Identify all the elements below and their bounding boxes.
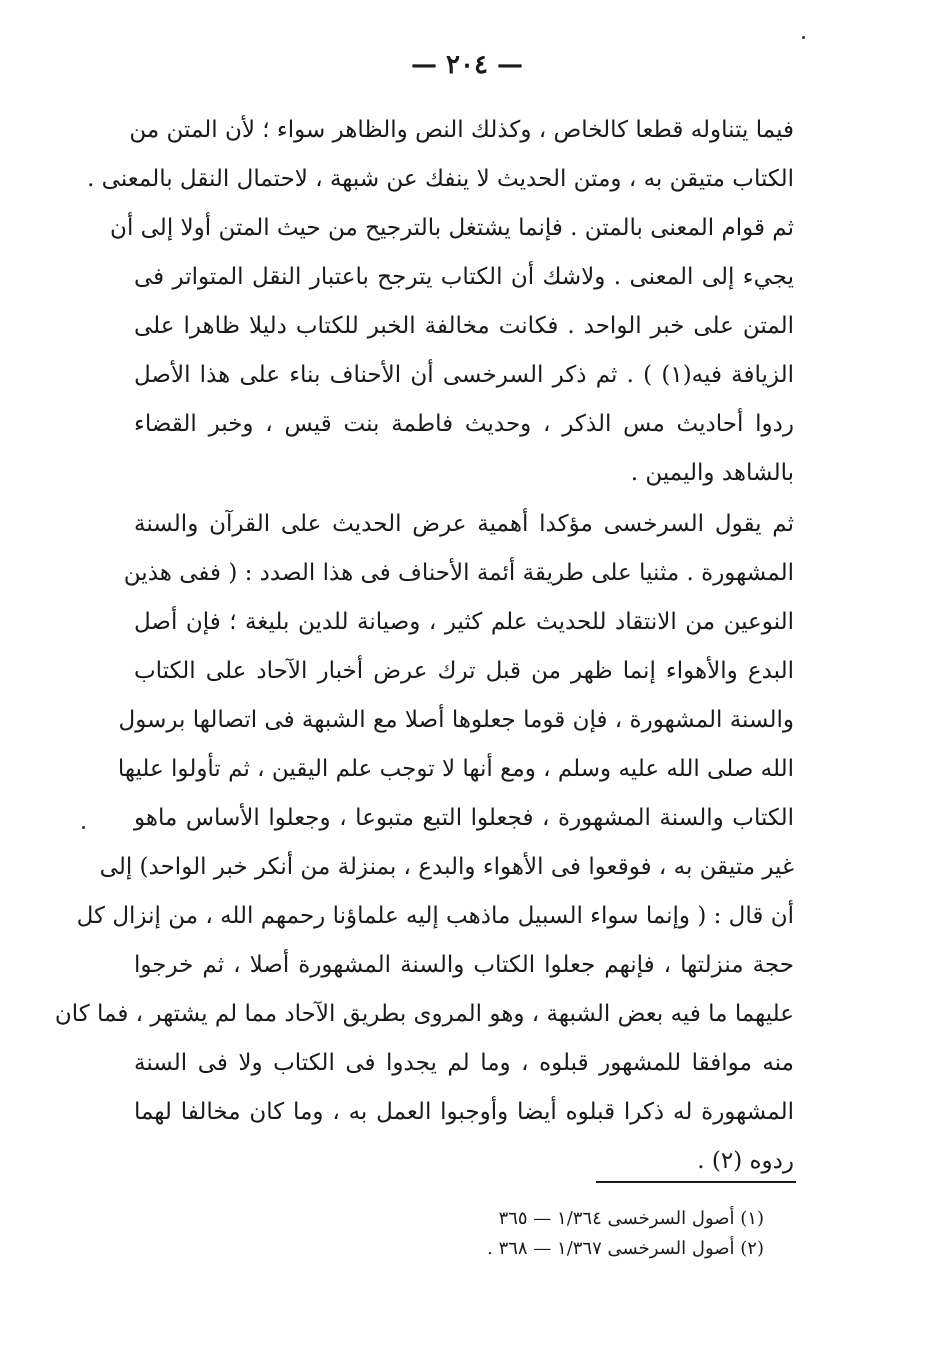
speck xyxy=(82,826,85,829)
text-line: الله صلى الله عليه وسلم ، ومع أنها لا توجب علم اليقين ، ثم تأولوا عليها xyxy=(117,756,794,782)
text-line: المتن على خبر الواحد . فكانت مخالفة الخبر للكتاب دليلا ظاهرا على xyxy=(134,313,794,339)
paragraph-2 xyxy=(54,500,794,1186)
text-line: البدع والأهواء إنما ظهر من قبل ترك عرض أخبار الآحاد على الكتاب xyxy=(134,658,794,684)
footnote: (١) أصول السرخسى ١/٣٦٤ — ٣٦٥ xyxy=(498,1208,764,1229)
text-line: الكتاب متيقن به ، ومتن الحديث لا ينفك عن شبهة ، لاحتمال النقل بالمعنى . xyxy=(87,166,794,192)
text-line: حجة منزلتها ، فإنهم جعلوا الكتاب والسنة المشهورة أصلا ، ثم خرجوا xyxy=(134,952,794,978)
text-line: بالشاهد واليمين . xyxy=(630,460,794,486)
text-line: يجيء إلى المعنى . ولاشك أن الكتاب يترجح باعتبار النقل المتواتر فى xyxy=(134,264,794,290)
text-line: الكتاب والسنة المشهورة ، فجعلوا التبع متبوعا ، وجعلوا الأساس ماهو xyxy=(134,805,794,831)
text-line: ثم قوام المعنى بالمتن . فإنما يشتغل بالترجيح من حيث المتن أولا إلى أن xyxy=(110,215,794,241)
text-line: المشهورة له ذكرا قبلوه أيضا وأوجبوا العمل به ، وما كان مخالفا لهما xyxy=(134,1099,794,1125)
paragraph-1 xyxy=(87,106,794,498)
text-line: ردوه (٢) . xyxy=(697,1148,794,1174)
text-line: الزيافة فيه(١) ) . ثم ذكر السرخسى أن الأحناف بناء على هذا الأصل xyxy=(134,362,794,388)
text-line: أن قال : ( وإنما سواء السبيل ماذهب إليه علماؤنا رحمهم الله ، من إنزال كل xyxy=(76,903,794,929)
text-line: عليهما ما فيه بعض الشبهة ، وهو المروى بطريق الآحاد مما لم يشتهر ، فما كان xyxy=(54,1001,794,1027)
page-number: — ٢٠٤ — xyxy=(410,50,524,80)
text-line: النوعين من الانتقاد للحديث علم كثير ، وصيانة للدين بليغة ؛ فإن أصل xyxy=(134,609,794,635)
footnote: (٢) أصول السرخسى ١/٣٦٧ — ٣٦٨ . xyxy=(487,1238,764,1259)
text-line: والسنة المشهورة ، فإن قوما جعلوها أصلا مع الشبهة فى اتصالها برسول xyxy=(118,707,794,733)
text-line: ثم يقول السرخسى مؤكدا أهمية عرض الحديث على القرآن والسنة xyxy=(134,511,794,537)
text-line: فيما يتناوله قطعا كالخاص ، وكذلك النص والظاهر سواء ؛ لأن المتن من xyxy=(129,117,794,143)
text-line: ردوا أحاديث مس الذكر ، وحديث فاطمة بنت قيس ، وخبر القضاء xyxy=(134,411,794,437)
text-line: غير متيقن به ، فوقعوا فى الأهواء والبدع ، بمنزلة من أنكر خبر الواحد) إلى xyxy=(99,854,794,880)
footnote-divider xyxy=(596,1181,796,1183)
text-line: منه موافقا للمشهور قبلوه ، وما لم يجدوا فى الكتاب ولا فى السنة xyxy=(134,1050,794,1076)
footnotes xyxy=(364,1204,764,1264)
text-line: المشهورة . مثنيا على طريقة أئمة الأحناف فى هذا الصدد : ( ففى هذين xyxy=(123,560,794,586)
speck xyxy=(802,36,805,39)
